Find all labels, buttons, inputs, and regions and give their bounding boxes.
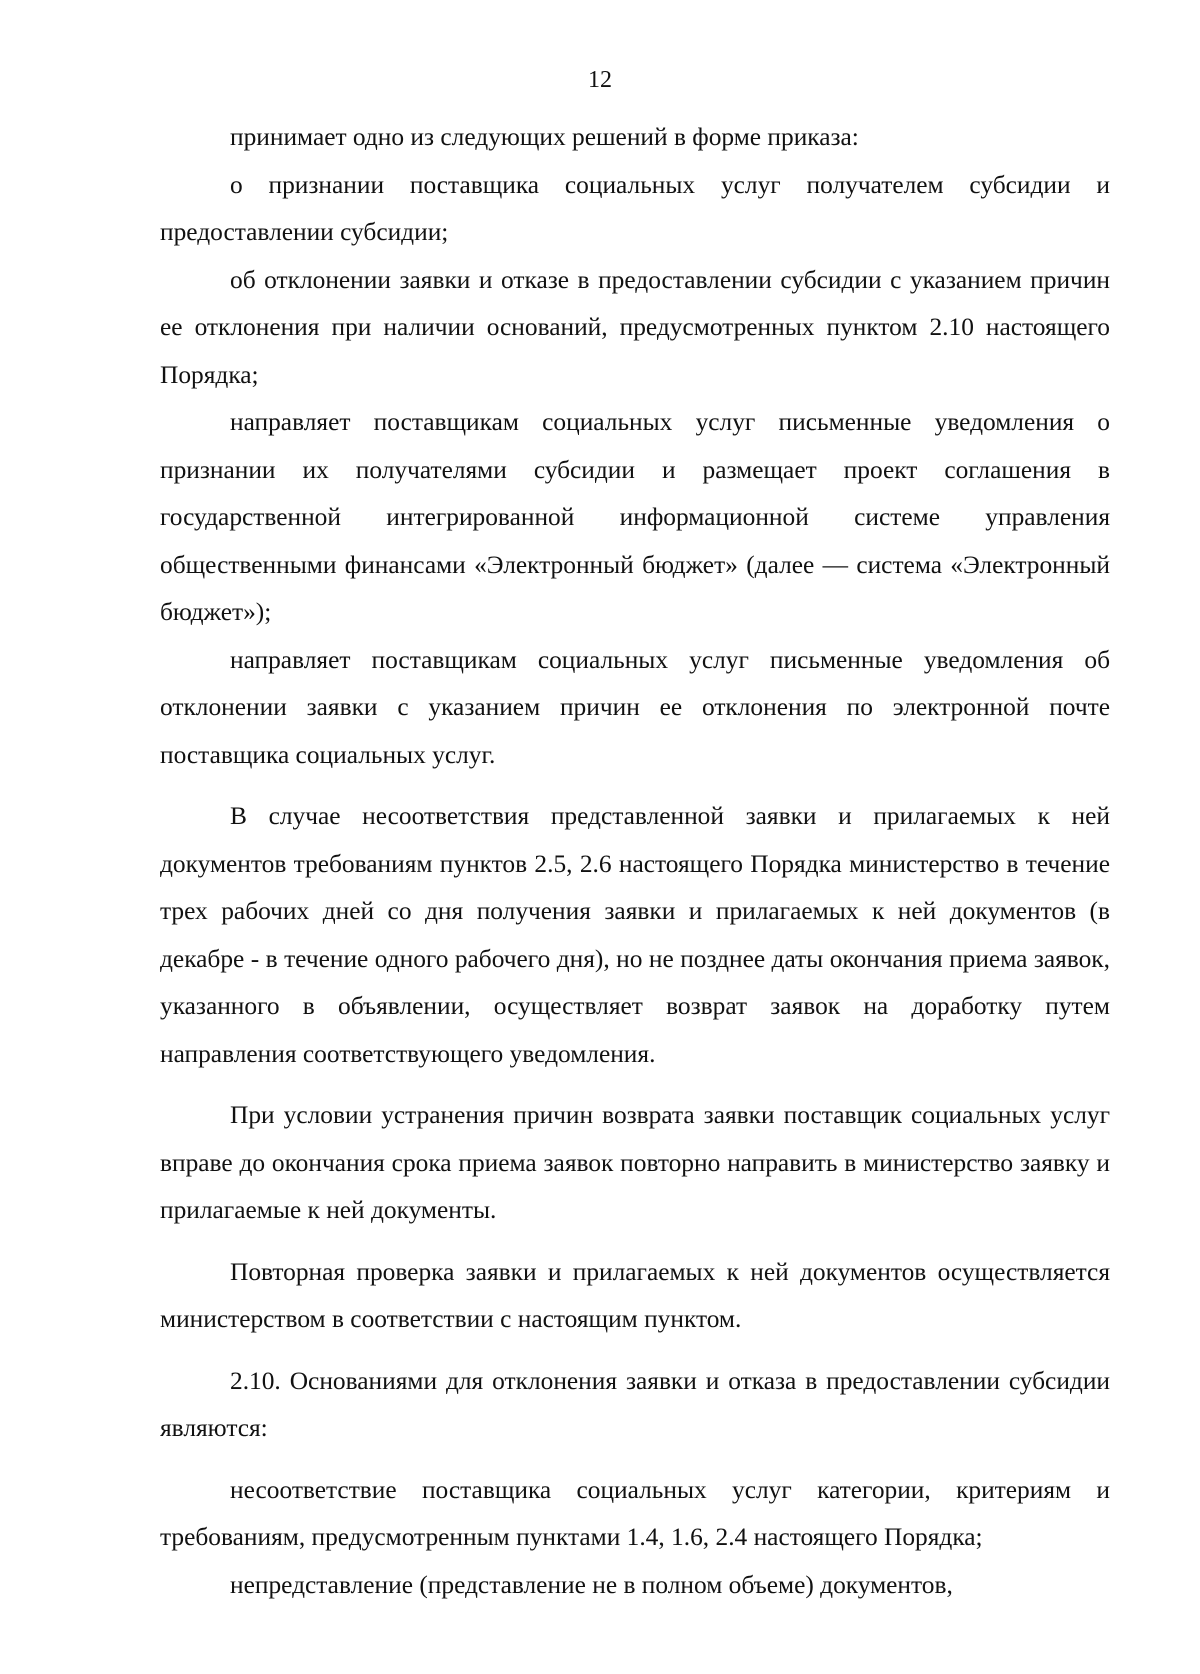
- document-body: [160, 114, 1110, 1609]
- paragraph: При условии устранения причин возврата заявки поставщик социальных услуг вправе до окончания срока приема заявок повторно направить в министерство заявку и прилагаемые к ней документы.: [160, 1101, 1110, 1224]
- paragraph: В случае несоответствия представленной заявки и прилагаемых к ней документов требованиям пунктов 2.5, 2.6 настоящего Порядка министерство в течение трех рабочих дней со дня получения заявки и прилагаемых к ней документов (в декабре - в течение одного рабочего дня), но не позднее даты окончания приема заявок, указанного в объявлении, осуществляет возврат заявок на доработку путем направления соответствующего уведомления.: [160, 802, 1110, 1068]
- paragraph: принимает одно из следующих решений в форме приказа:: [230, 123, 859, 151]
- page-number: 12: [588, 67, 612, 93]
- paragraph: направляет поставщикам социальных услуг письменные уведомления о признании их получателями субсидии и размещает проект соглашения в государственной интегрированной информационной системе управления общественными финансами «Электронный бюджет» (далее — система «Электронный бюджет»);: [160, 408, 1110, 626]
- paragraph: Повторная проверка заявки и прилагаемых к ней документов осуществляется министерством в соответствии с настоящим пунктом.: [160, 1257, 1110, 1333]
- paragraph: направляет поставщикам социальных услуг письменные уведомления об отклонении заявки с указанием причин ее отклонения по электронной почте поставщика социальных услуг.: [160, 645, 1110, 769]
- paragraph: 2.10. Основаниями для отклонения заявки и отказа в предоставлении субсидии являются:: [160, 1366, 1110, 1442]
- paragraph: непредставление (представление не в полном объеме) документов,: [230, 1570, 953, 1599]
- paragraph: несоответствие поставщика социальных услуг категории, критериям и требованиям, предусмотренным пунктами 1.4, 1.6, 2.4 настоящего Порядка;: [160, 1475, 1110, 1551]
- paragraph: об отклонении заявки и отказе в предоставлении субсидии с указанием причин ее отклонения при наличии оснований, предусмотренных пунктом 2.10 настоящего Порядка;: [160, 265, 1110, 389]
- paragraph: о признании поставщика социальных услуг получателем субсидии и предоставлении субсидии;: [160, 170, 1110, 246]
